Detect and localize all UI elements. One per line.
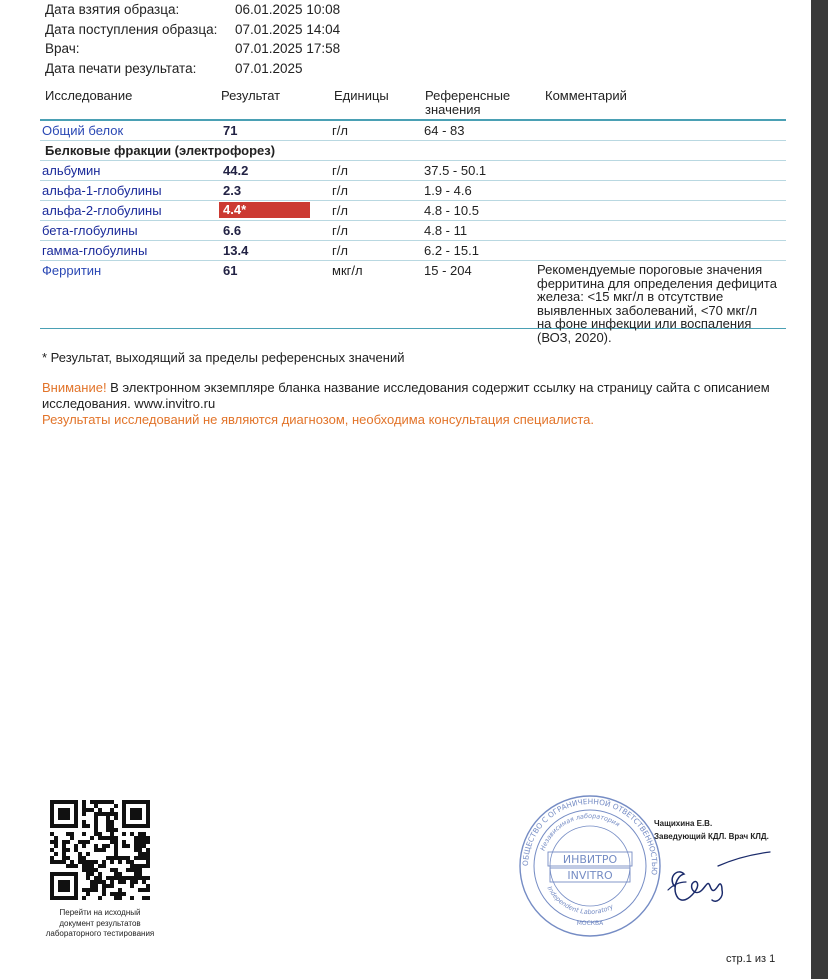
- meta-value: 07.01.2025: [235, 60, 303, 76]
- meta-value: 07.01.2025 14:04: [235, 21, 341, 37]
- units-value: г/л: [332, 183, 348, 198]
- header-comment: Комментарий: [545, 88, 627, 103]
- meta-label: Врач:: [45, 41, 80, 56]
- disclaimer: Результаты исследований не являются диагнозом, необходима консультация специалиста.: [42, 412, 594, 427]
- test-name: гамма-глобулины: [42, 243, 148, 258]
- comment-text: [537, 263, 787, 344]
- header-test: Исследование: [45, 88, 133, 103]
- signer-name: Чащихина Е.В.: [654, 819, 713, 828]
- test-name: альфа-2-глобулины: [42, 203, 162, 218]
- meta-row: [45, 2, 340, 22]
- signer-role: Заведующий КДЛ. Врач КЛД.: [654, 832, 769, 841]
- group-title: Белковые фракции (электрофорез): [45, 143, 276, 158]
- qr-caption-line: лабораторного тестирования: [45, 929, 155, 938]
- footnote: * Результат, выходящий за пределы референсных значений: [42, 350, 405, 365]
- result-value: 61: [223, 263, 238, 278]
- table-row: [40, 201, 786, 221]
- meta-label: Дата взятия образца:: [45, 2, 180, 17]
- result-value: 44.2: [223, 163, 249, 178]
- stamp-ru-name: ИНВИТРО: [562, 853, 618, 866]
- comment-line: выявленных заболеваний, <70 мкг/л: [537, 302, 758, 318]
- result-value: 6.6: [223, 223, 242, 238]
- signature: [666, 846, 776, 908]
- units-value: г/л: [332, 123, 348, 138]
- meta-row: [45, 61, 340, 81]
- result-value: 13.4: [223, 243, 249, 258]
- meta-value: 06.01.2025 10:08: [235, 2, 341, 17]
- qr-code[interactable]: [50, 800, 150, 900]
- ref-value: 6.2 - 15.1: [424, 243, 479, 258]
- units-value: г/л: [332, 223, 348, 238]
- group-row: [40, 141, 786, 161]
- qr-caption-line: Перейти на исходный: [59, 908, 141, 917]
- header-result: Результат: [221, 88, 281, 103]
- header-ref-line2: значения: [425, 102, 481, 117]
- table-row: [40, 221, 786, 241]
- sample-meta: [45, 2, 340, 80]
- stamp-en-name: INVITRO: [567, 869, 613, 882]
- ref-value: 1.9 - 4.6: [424, 183, 472, 198]
- page-number: стр.1 из 1: [726, 953, 776, 965]
- qr-caption-line: документ результатов: [59, 918, 141, 928]
- stamp-inner-text: Независимая лаборатория: [538, 811, 622, 852]
- stamp-bottom-text: Independent Laboratory: [545, 884, 615, 917]
- ref-value: 64 - 83: [424, 123, 465, 138]
- ref-value: 15 - 204: [424, 263, 472, 278]
- units-value: мкг/л: [332, 263, 363, 278]
- results-table: [40, 88, 786, 345]
- comment-line: ферритина для определения дефицита: [537, 275, 777, 291]
- comment-line: на фоне инфекции или воспаления: [537, 316, 752, 331]
- qr-caption: [30, 908, 170, 940]
- ref-value: 4.8 - 10.5: [424, 203, 479, 218]
- test-name: альфа-1-глобулины: [42, 183, 162, 198]
- meta-value: 07.01.2025 17:58: [235, 41, 341, 56]
- lab-stamp: [518, 794, 662, 938]
- test-name-link[interactable]: Общий белок: [42, 123, 124, 138]
- stamp-outer-text: ОБЩЕСТВО С ОГРАНИЧЕННОЙ ОТВЕТСТВЕННОСТЬЮ: [520, 796, 660, 876]
- units-value: г/л: [332, 203, 348, 218]
- svg-text:Independent Laboratory: [545, 885, 614, 916]
- test-name-link[interactable]: Ферритин: [42, 263, 102, 278]
- warning-accent: Внимание!: [42, 380, 107, 395]
- warning-note: [42, 380, 792, 412]
- table-row: [40, 241, 786, 261]
- table-row: [40, 161, 786, 181]
- meta-row: [45, 41, 340, 61]
- meta-label: Дата поступления образца:: [45, 21, 218, 37]
- table-row: [40, 181, 786, 201]
- warning-text[interactable]: В электронном экземпляре бланка название исследования содержит ссылку на страницу сайта с описанием исследования. www.invitro.ru: [42, 380, 770, 411]
- header-ref-line1: Референсные: [425, 88, 511, 103]
- meta-row: [45, 22, 340, 42]
- meta-label: Дата печати результата:: [45, 60, 197, 76]
- units-value: г/л: [332, 243, 348, 258]
- stamp-city: МОСКВА: [576, 920, 604, 927]
- comment-line: Рекомендуемые пороговые значения: [537, 262, 763, 277]
- test-name: альбумин: [42, 163, 101, 178]
- table-row: [40, 121, 786, 141]
- table-row: [40, 261, 786, 345]
- result-value: 2.3: [223, 183, 242, 198]
- table-header: [40, 88, 786, 121]
- result-value: 71: [223, 123, 238, 138]
- abnormal-result-badge: 4.4*: [219, 202, 310, 218]
- units-value: г/л: [332, 163, 348, 178]
- header-ref: [425, 89, 510, 117]
- test-name: бета-глобулины: [42, 223, 138, 238]
- ref-value: 4.8 - 11: [424, 223, 468, 238]
- comment-line: (ВОЗ, 2020).: [537, 329, 612, 345]
- comment-line: железа: <15 мкг/л в отсутствие: [537, 289, 724, 304]
- header-units: Единицы: [334, 88, 389, 103]
- ref-value: 37.5 - 50.1: [424, 163, 487, 178]
